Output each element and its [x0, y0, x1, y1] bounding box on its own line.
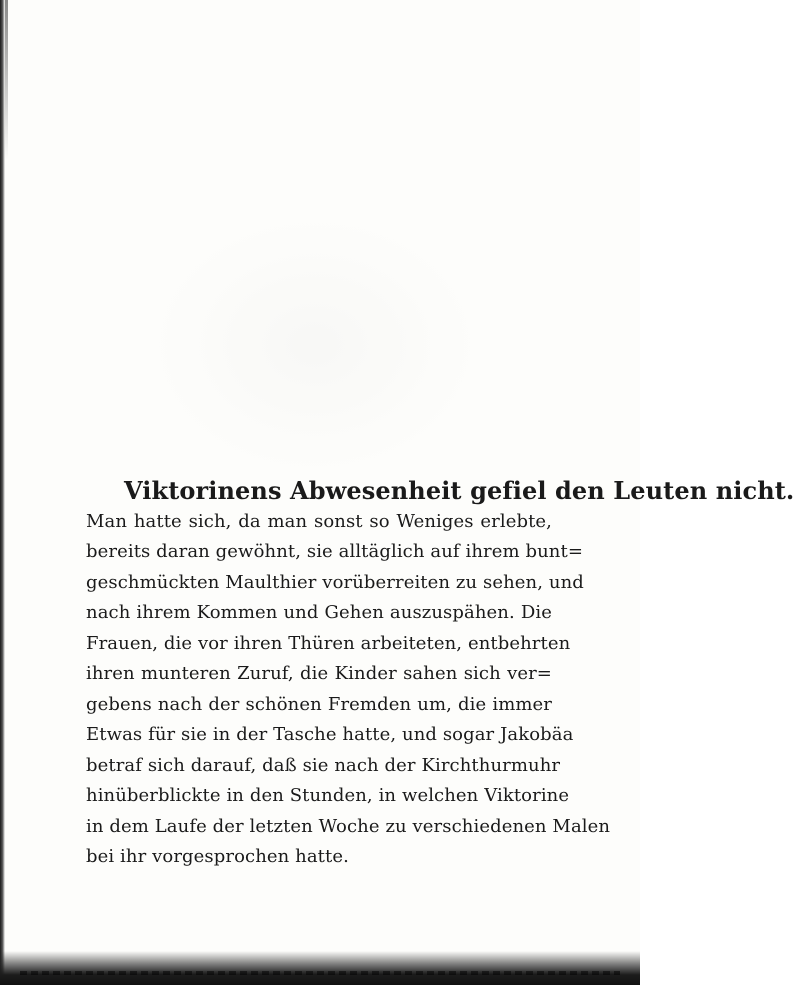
- text-line-8: gebens nach der schönen Fremden um, die immer: [86, 693, 552, 715]
- body-text: [86, 476, 794, 873]
- text-line-6: Frauen, die vor ihren Thüren arbeiteten, entbehrten: [86, 632, 571, 654]
- text-line-13: bei ihr vorgesprochen hatte.: [86, 846, 349, 867]
- scan-left-speck: [5, 0, 8, 160]
- text-line-9: Etwas für sie in der Tasche hatte, und sogar Jakobäa: [86, 724, 574, 745]
- drop-cap-first-line: Viktorinens Abwesenheit gefiel den Leuten nicht.: [124, 476, 794, 505]
- text-line-10: betraf sich darauf, daß sie nach der Kirchthurmuhr: [86, 754, 561, 776]
- text-line-11: hinüberblickte in den Stunden, in welchen Viktorine: [86, 785, 570, 806]
- text-line-12: in dem Laufe der letzten Woche zu verschiedenen Malen: [86, 815, 611, 837]
- text-line-5: nach ihrem Kommen und Gehen auszuspähen. Die: [86, 602, 552, 623]
- text-line-1: [86, 476, 794, 507]
- text-line-2: Man hatte sich, da man sonst so Weniges erlebte,: [86, 510, 552, 532]
- text-line-7: ihren munteren Zuruf, die Kinder sahen sich ver=: [86, 663, 552, 684]
- text-line-4: geschmückten Maulthier vorüberreiten zu sehen, und: [86, 571, 584, 593]
- scan-bottom-streak: [20, 971, 620, 975]
- text-line-3: bereits daran gewöhnt, sie alltäglich auf ihrem bunt=: [86, 541, 584, 562]
- bleed-through-shadow: [150, 215, 480, 475]
- scan-bottom-edge: [0, 951, 640, 985]
